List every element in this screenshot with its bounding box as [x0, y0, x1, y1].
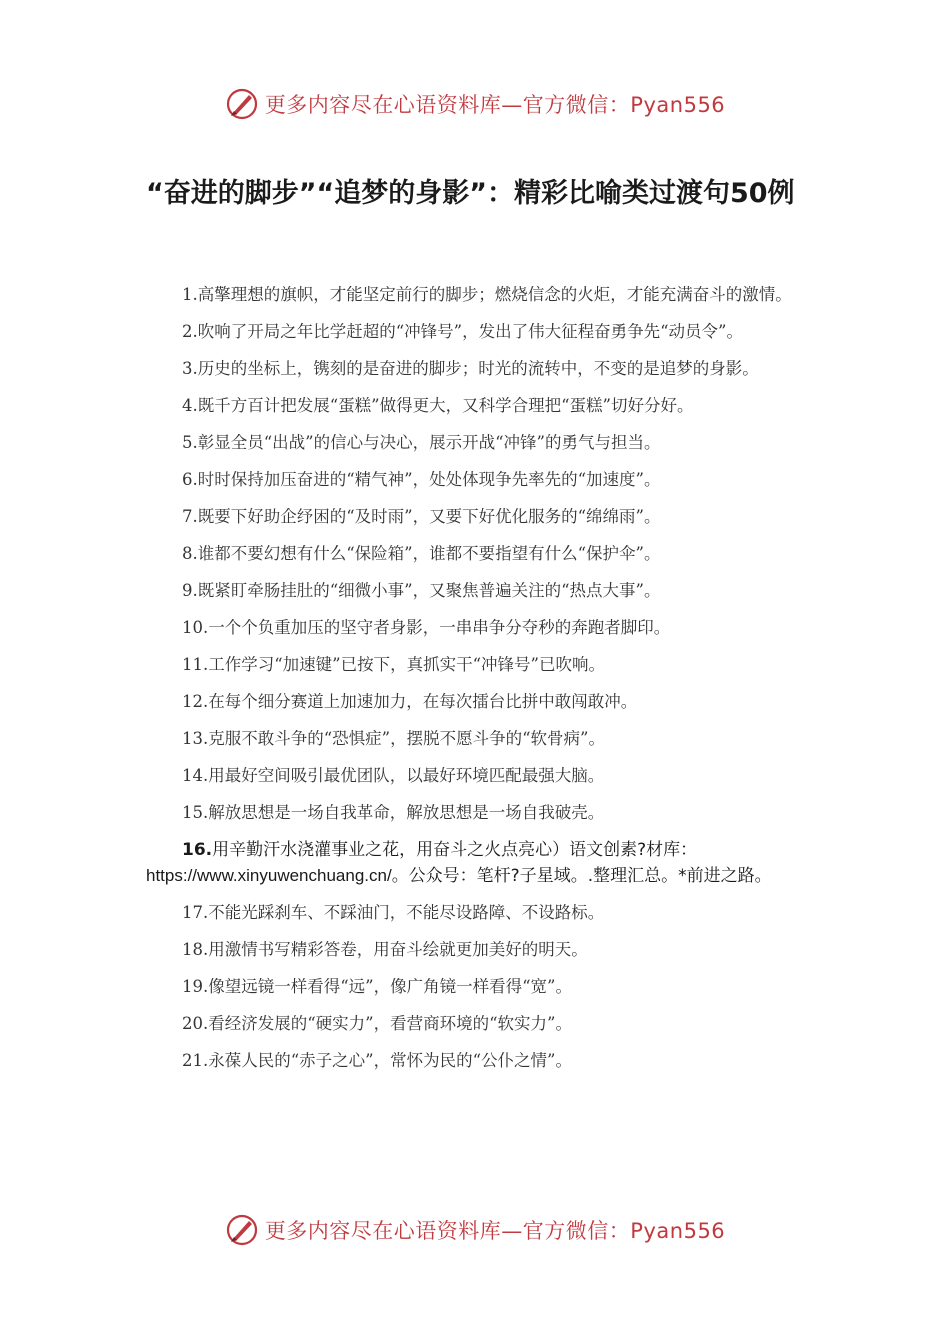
item-16-url: https://www.xinyuwenchuang.cn/	[146, 866, 392, 885]
list-item: 15.解放思想是一场自我革命，解放思想是一场自我破壳。	[182, 803, 605, 822]
quill-pen-logo-icon	[225, 1213, 259, 1247]
footer-banner	[0, 1210, 950, 1250]
header-banner	[0, 84, 950, 124]
list-item: 2.吹响了开局之年比学赶超的“冲锋号”，发出了伟大征程奋勇争先“动员令”。	[182, 322, 743, 341]
list-item-16	[146, 837, 810, 889]
list-item: 17.不能光踩刹车、不踩油门，不能尽设路障、不设路标。	[182, 903, 605, 922]
sentence-list	[146, 282, 810, 1085]
list-item: 7.既要下好助企纾困的“及时雨”，又要下好优化服务的“绵绵雨”。	[182, 507, 661, 526]
quill-pen-logo-icon	[225, 87, 259, 121]
list-item: 20.看经济发展的“硬实力”，看营商环境的“软实力”。	[182, 1014, 572, 1033]
list-item: 10.一个个负重加压的坚守者身影，一串串争分夺秒的奔跑者脚印。	[182, 618, 671, 637]
list-item: 8.谁都不要幻想有什么“保险箱”，谁都不要指望有什么“保护伞”。	[182, 544, 661, 563]
list-item: 9.既紧盯牵肠挂肚的“细微小事”，又聚焦普遍关注的“热点大事”。	[182, 581, 661, 600]
list-item: 19.像望远镜一样看得“远”，像广角镜一样看得“宽”。	[182, 977, 572, 996]
list-item: 14.用最好空间吸引最优团队，以最好环境匹配最强大脑。	[182, 766, 605, 785]
list-item: 12.在每个细分赛道上加速加力，在每次擂台比拼中敢闯敢冲。	[182, 692, 638, 711]
list-item: 5.彰显全员“出战”的信心与决心，展示开战“冲锋”的勇气与担当。	[182, 433, 661, 452]
item-16-number: 16.	[182, 840, 213, 860]
list-item: 21.永葆人民的“赤子之心”，常怀为民的“公仆之情”。	[182, 1051, 572, 1070]
list-item: 1.高擎理想的旗帜，才能坚定前行的脚步；燃烧信念的火炬，才能充满奋斗的激情。	[182, 285, 792, 304]
header-banner-text: 更多内容尽在心语资料库—官方微信：Pyan556	[264, 93, 726, 117]
item-16-text-b: 。公众号：笔杆?子星域。.整理汇总。*前进之路。	[391, 866, 772, 886]
list-item: 11.工作学习“加速键”已按下，真抓实干“冲锋号”已吹响。	[182, 655, 605, 674]
list-item: 6.时时保持加压奋进的“精气神”，处处体现争先率先的“加速度”。	[182, 470, 661, 489]
item-16-text-a: 用辛勤汗水浇灌事业之花，用奋斗之火点亮心）语文创素?材库：	[212, 840, 698, 860]
page-title: “奋进的脚步”“追梦的身影”：精彩比喻类过渡句50例	[146, 178, 795, 209]
list-item: 13.克服不敢斗争的“恐惧症”，摆脱不愿斗争的“软骨病”。	[182, 729, 605, 748]
footer-banner-text: 更多内容尽在心语资料库—官方微信：Pyan556	[264, 1219, 726, 1243]
list-item: 18.用激情书写精彩答卷，用奋斗绘就更加美好的明天。	[182, 940, 588, 959]
list-item: 4.既千方百计把发展“蛋糕”做得更大，又科学合理把“蛋糕”切好分好。	[182, 396, 694, 415]
list-item: 3.历史的坐标上，镌刻的是奋进的脚步；时光的流转中，不变的是追梦的身影。	[182, 359, 759, 378]
